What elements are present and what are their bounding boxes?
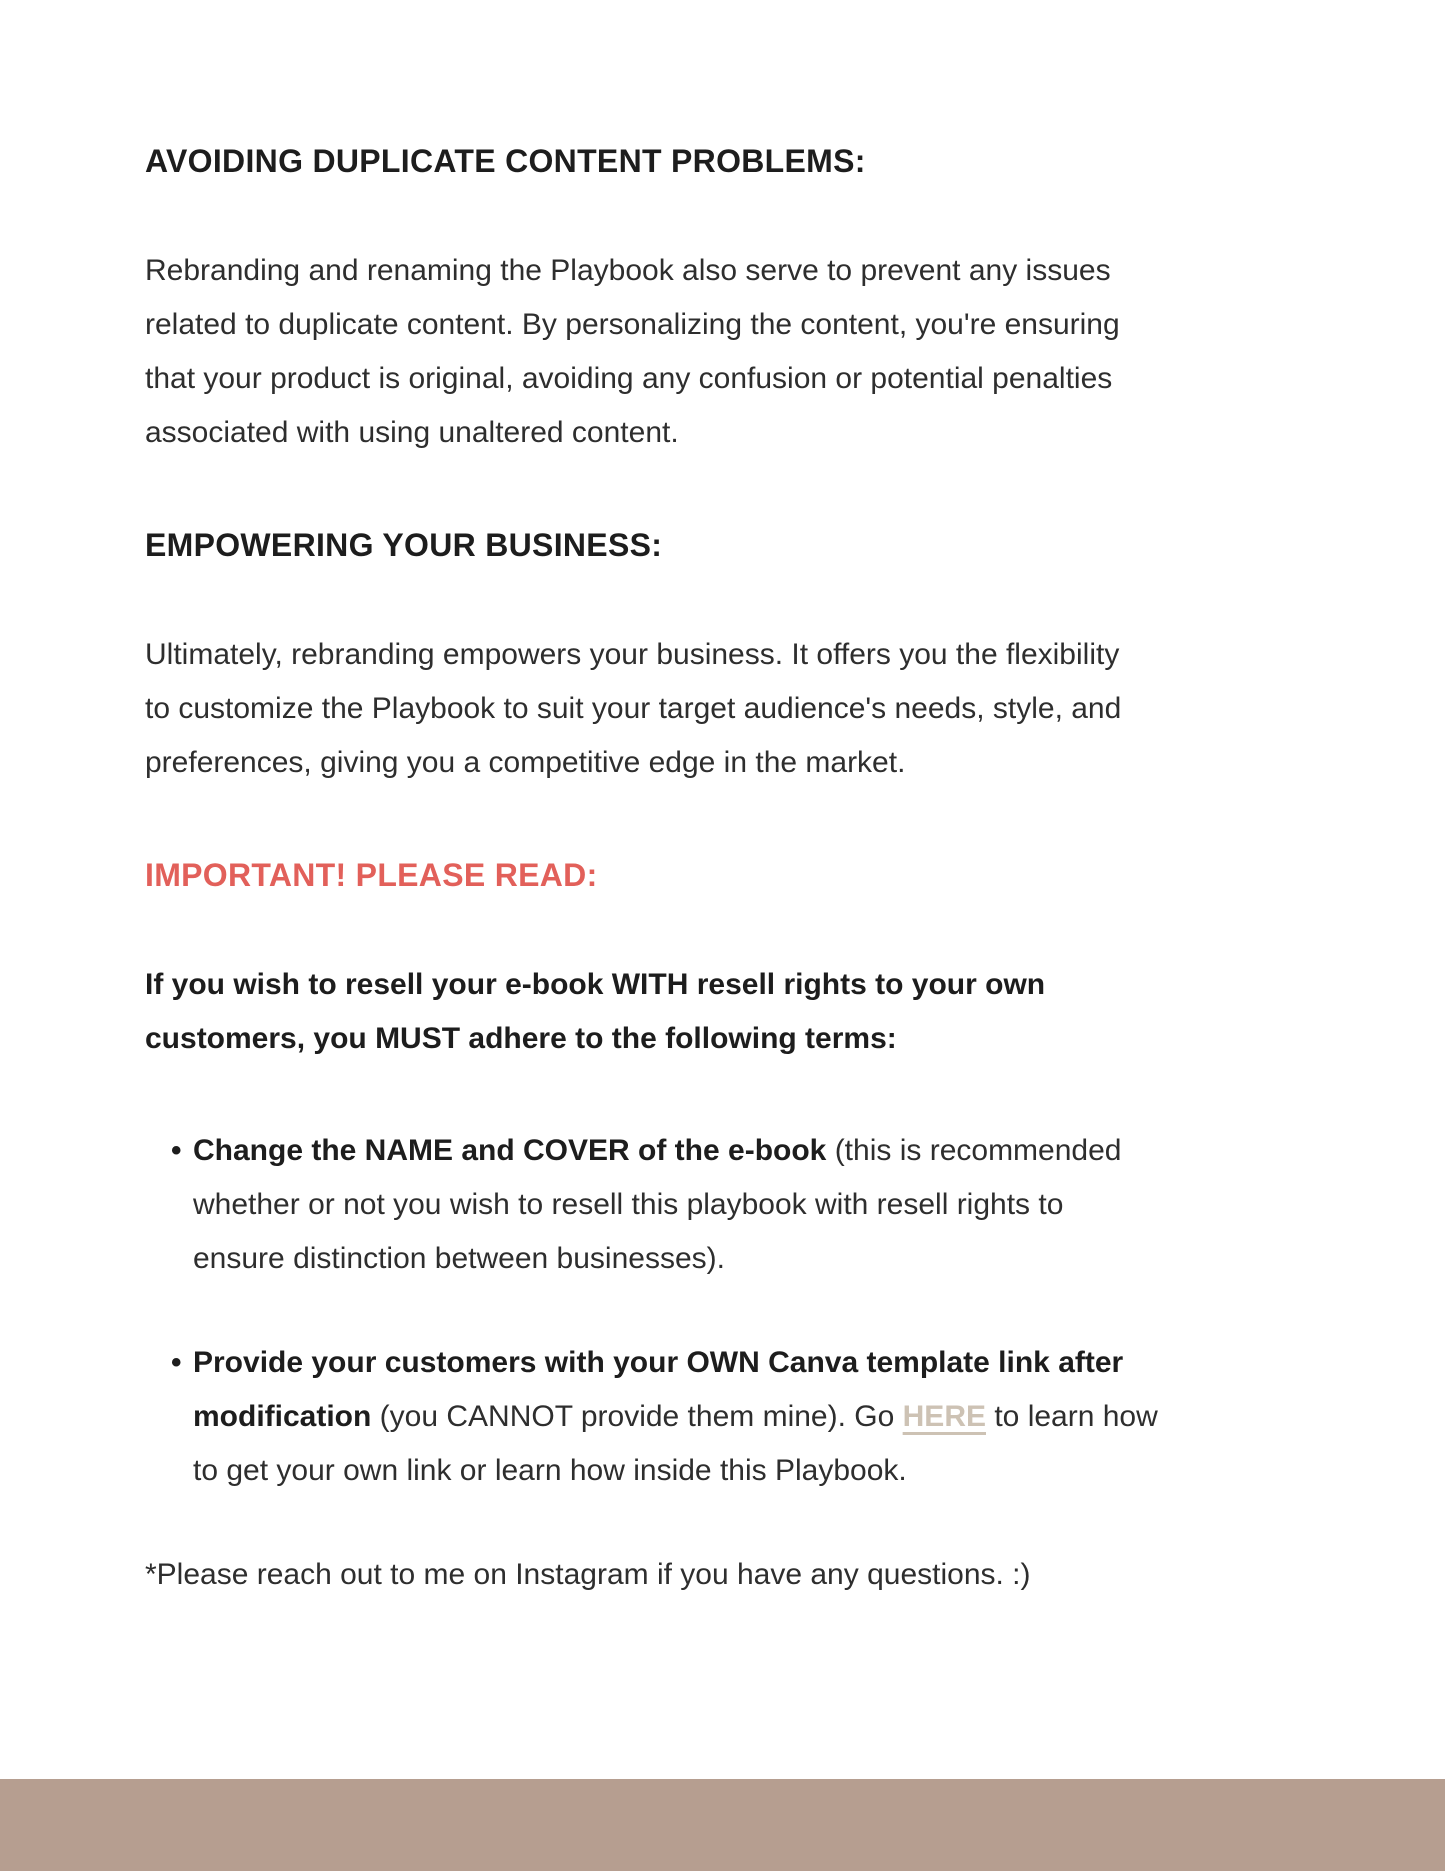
paragraph-line: associated with using unaltered content. bbox=[145, 416, 679, 449]
bullet-text bbox=[193, 1336, 1295, 1498]
paragraph-empowering bbox=[145, 628, 1295, 790]
bullet-regular-text: (this is recommended bbox=[826, 1134, 1122, 1167]
bullet-item-canva-template-link bbox=[145, 1336, 1295, 1498]
bullet-icon: • bbox=[171, 1134, 182, 1167]
paragraph-line: If you wish to resell your e-book WITH resell rights to your own bbox=[145, 968, 1046, 1001]
paragraph-resell-terms-intro bbox=[145, 958, 1295, 1066]
bullet-bold-text: modification bbox=[193, 1400, 372, 1433]
paragraph-line: Rebranding and renaming the Playbook also serve to prevent any issues bbox=[145, 254, 1111, 287]
bullet-regular-text: to learn how bbox=[986, 1400, 1158, 1433]
section-heading-avoiding-duplicate: AVOIDING DUPLICATE CONTENT PROBLEMS: bbox=[145, 143, 866, 179]
bullet-item-change-name-cover bbox=[145, 1124, 1295, 1286]
paragraph-line: preferences, giving you a competitive edge in the market. bbox=[145, 746, 906, 779]
page-content bbox=[145, 134, 1295, 1602]
here-link[interactable]: HERE bbox=[902, 1400, 986, 1433]
paragraph-line: to customize the Playbook to suit your target audience's needs, style, and bbox=[145, 692, 1122, 725]
paragraph-line: that your product is original, avoiding any confusion or potential penalties bbox=[145, 362, 1113, 395]
section-heading-important: IMPORTANT! PLEASE READ: bbox=[145, 857, 598, 893]
paragraph-line: customers, you MUST adhere to the following terms: bbox=[145, 1022, 897, 1055]
bullet-bold-text: Provide your customers with your OWN Canva template link after bbox=[193, 1346, 1124, 1379]
paragraph-avoiding-duplicate bbox=[145, 244, 1295, 460]
bullet-line: ensure distinction between businesses). bbox=[193, 1242, 725, 1275]
bullet-line bbox=[193, 1336, 1295, 1390]
paragraph-line: Ultimately, rebranding empowers your business. It offers you the flexibility bbox=[145, 638, 1120, 671]
bullet-line bbox=[193, 1124, 1295, 1178]
bullet-bold-text: Change the NAME and COVER of the e-book bbox=[193, 1134, 827, 1167]
bullet-line bbox=[193, 1390, 1295, 1444]
footer-note: *Please reach out to me on Instagram if you have any questions. :) bbox=[145, 1558, 1031, 1591]
footer-color-bar bbox=[0, 1779, 1445, 1871]
paragraph-line: related to duplicate content. By personalizing the content, you're ensuring bbox=[145, 308, 1120, 341]
bullet-regular-text: (you CANNOT provide them mine). Go bbox=[371, 1400, 903, 1433]
bullet-text bbox=[193, 1124, 1295, 1286]
bullet-line: to get your own link or learn how inside this Playbook. bbox=[193, 1454, 907, 1487]
bullet-line: whether or not you wish to resell this playbook with resell rights to bbox=[193, 1188, 1064, 1221]
bullet-icon: • bbox=[171, 1346, 182, 1379]
section-heading-empowering: EMPOWERING YOUR BUSINESS: bbox=[145, 527, 663, 563]
